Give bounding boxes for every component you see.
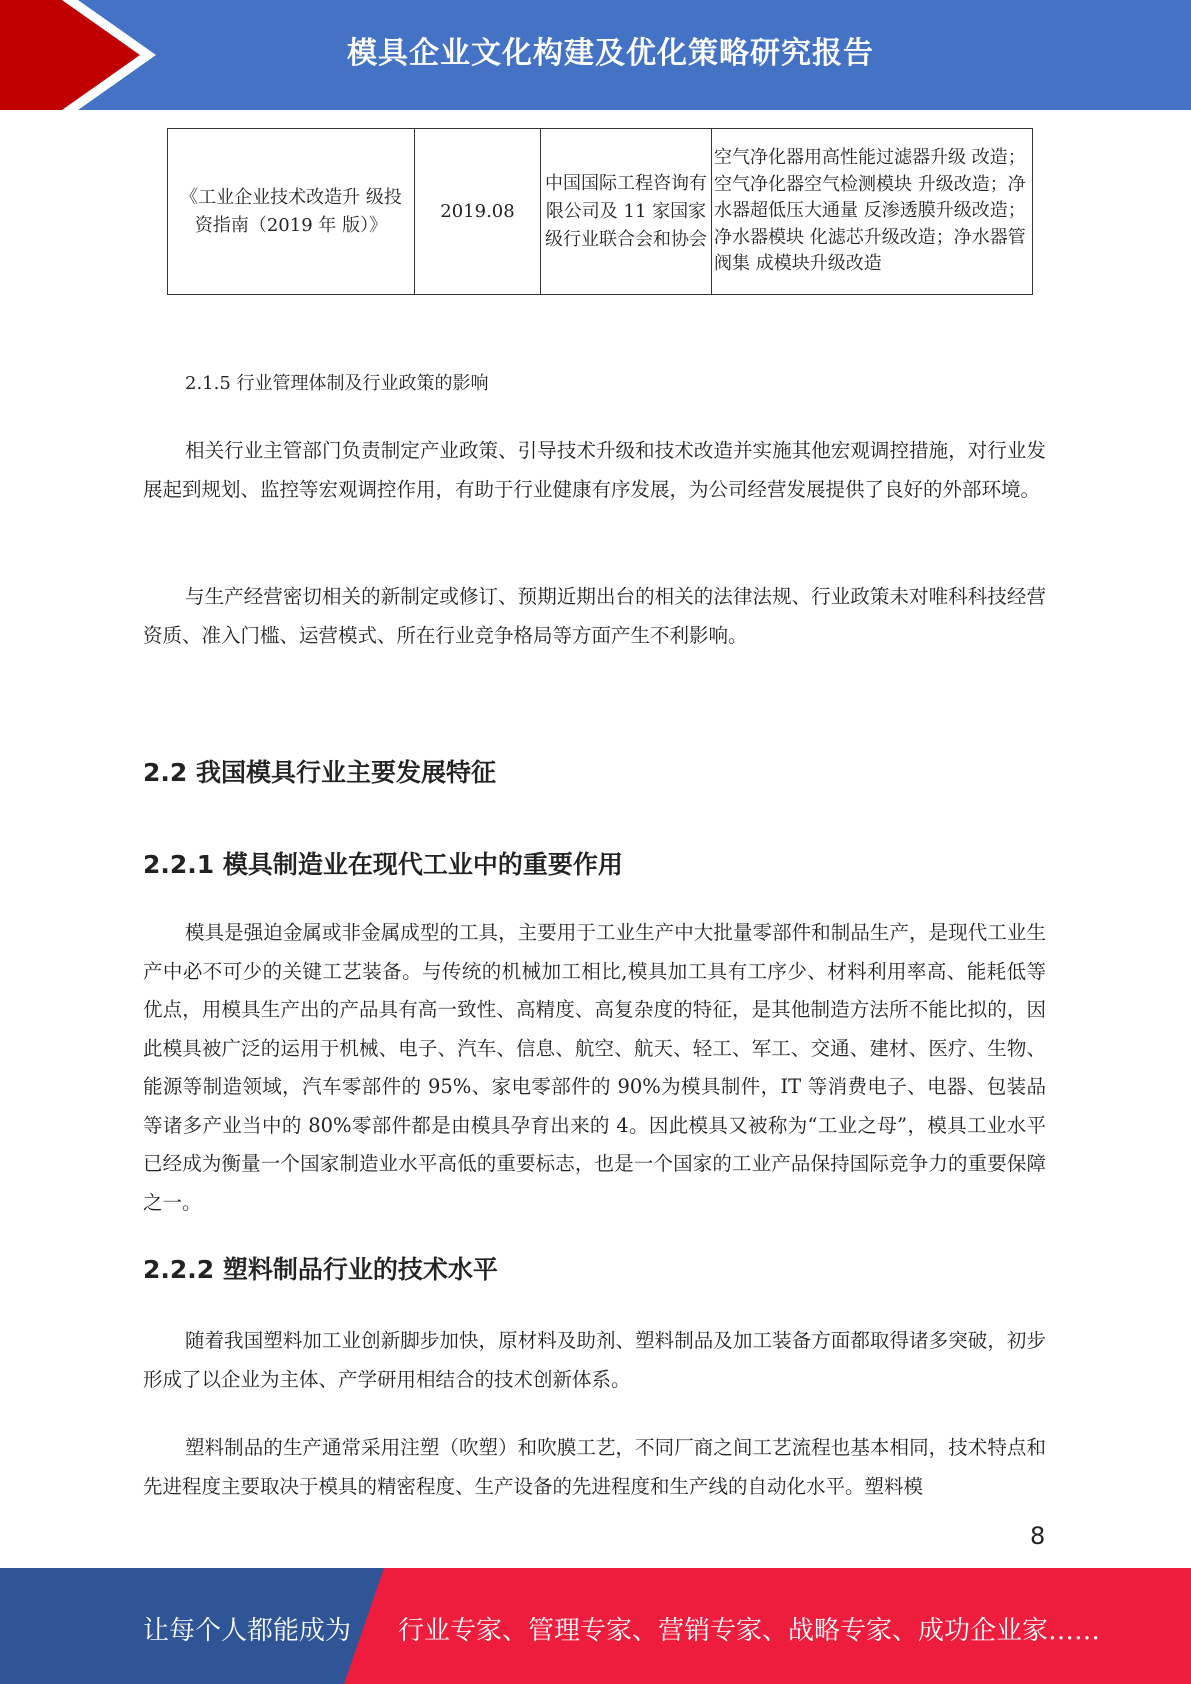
- section-heading-2-2-1: 2.2.1 模具制造业在现代工业中的重要作用: [143, 850, 623, 879]
- section-heading-2-2-2: 2.2.2 塑料制品行业的技术水平: [143, 1255, 498, 1284]
- page-footer: [0, 1568, 1191, 1684]
- page-header: [0, 0, 1191, 110]
- paragraph-mold-importance: 模具是强迫金属或非金属成型的工具，主要用于工业生产中大批量零部件和制品生产，是现代工业生产中必不可少的关键工艺装备。与传统的机械加工相比,模具加工具有工序少、材料利用率高、能耗低等优点，用模具生产出的产品具有高一致性、高精度、高复杂度的特征，是其他制造方法所不能比拟的，因此模具被广泛的运用于机械、电子、汽车、信息、航空、航天、轻工、军工、交通、建材、医疗、生物、能源等制造领域，汽车零部件的 95%、家电零部件的 90%为模具制件，IT 等消费电子、电器、包装品等诸多产业当中的 80%零部件都是由模具孕育出来的 4。因此模具又被称为“工业之母”，模具工业水平已经成为衡量一个国家制造业水平高低的重要标志，也是一个国家的工业产品保持国际竞争力的重要保障之一。: [143, 921, 1046, 1214]
- paragraph-plastic-process: 塑料制品的生产通常采用注塑（吹塑）和吹膜工艺，不同厂商之间工艺流程也基本相同，技术特点和先进程度主要取决于模具的精密程度、生产设备的先进程度和生产线的自动化水平。塑料模: [143, 1436, 1046, 1498]
- table-cell-document: 《工业企业技术改造升 级投资指南（2019 年 版）》: [168, 129, 415, 295]
- table-cell-content: 空气净化器用高性能过滤器升级 改造；空气净化器空气检测模块 升级改造；净水器超低压大通量 反渗透膜升级改造；净水器模块 化滤芯升级改造；净水器管阀集 成模块升级改造: [712, 129, 1033, 295]
- paragraph-policy-role: 相关行业主管部门负责制定产业政策、引导技术升级和技术改造并实施其他宏观调控措施，对行业发展起到规划、监控等宏观调控作用，有助于行业健康有序发展，为公司经营发展提供了良好的外部环境。: [143, 439, 1046, 501]
- page-number: 8: [1030, 1522, 1046, 1550]
- policy-table: [167, 128, 1033, 295]
- table-row: [168, 129, 1033, 295]
- table-cell-date: 2019.08: [415, 129, 541, 295]
- subsection-heading-2-1-5: 2.1.5 行业管理体制及行业政策的影响: [185, 373, 489, 394]
- paragraph-plastic-innovation: 随着我国塑料加工业创新脚步加快，原材料及助剂、塑料制品及加工装备方面都取得诸多突破，初步形成了以企业为主体、产学研用相结合的技术创新体系。: [143, 1329, 1046, 1391]
- report-title: 模具企业文化构建及优化策略研究报告: [347, 36, 874, 71]
- table-cell-issuer: 中国国际工程咨询有限公司及 11 家国家级行业联合会和协会: [541, 129, 712, 295]
- section-heading-2-2: 2.2 我国模具行业主要发展特征: [143, 758, 496, 787]
- paragraph-policy-impact: 与生产经营密切相关的新制定或修订、预期近期出台的相关的法律法规、行业政策未对唯科科技经营资质、准入门槛、运营模式、所在行业竞争格局等方面产生不利影响。: [143, 585, 1046, 647]
- footer-slogan-left: 让每个人都能成为: [143, 1616, 352, 1646]
- footer-slogan-right: 行业专家、管理专家、营销专家、战略专家、成功企业家……: [398, 1616, 1101, 1646]
